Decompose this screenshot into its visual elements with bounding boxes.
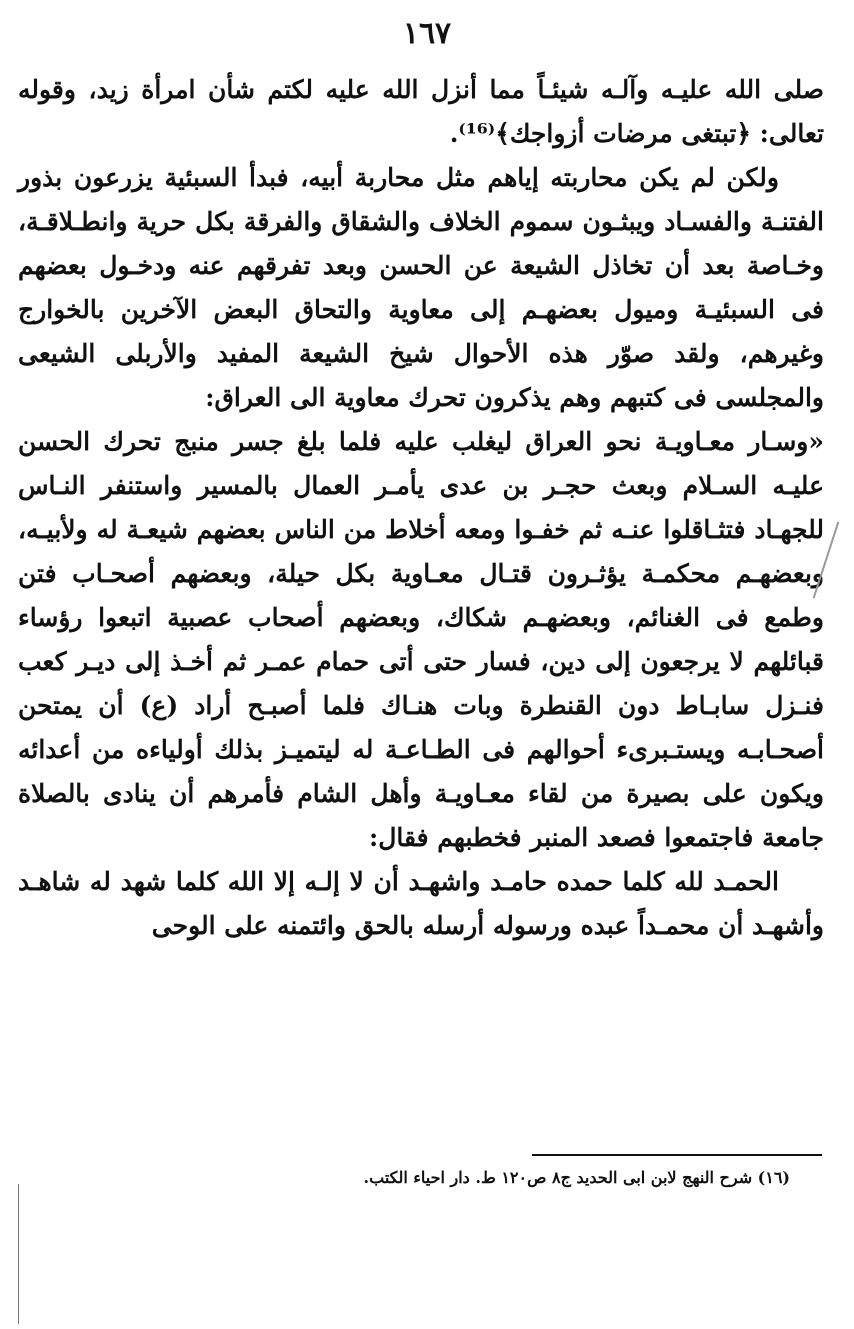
scan-margin-line [18, 1184, 19, 1324]
body-text [18, 68, 824, 948]
page-number: ١٦٧ [402, 16, 452, 51]
paragraph-2: ولكن لم يكن محاربته إياهم مثل محاربة أبيه، فبدأ السبئية يزرعون بذور الفتنـة والفسـاد ويبثـون سموم الخلاف والشقاق والفرقة بكل حرية وانطـلاقـة، وخـاصة بعد أن تخاذل الشيعة عن الحسن وبعد تفرقهم عنه ودخـول بعضهم فى السبئيـة وميول بعضهـم إلى معاوية والتحاق البعض الآخرين بالخوارج وغيرهم، ولقد صوّر هذه الأحوال شيخ الشيعة المفيد والأربلى الشيعى والمجلسى فى كتبهم وهم يذكرون تحرك معاوية الى العراق: [18, 163, 824, 412]
paragraph-3-quote: «وسـار معـاويـة نحو العراق ليغلب عليه فلما بلغ جسر منبج تحرك الحسن عليـه السـلام وبعث حجـر بن عدى يأمـر العمال بالمسير واستنفر النـاس للجهـاد فتثـاقلوا عنـه ثم خفـوا ومعه أخلاط من الناس بعضهم شيعـة له ولأبيـه، وبعضهـم محكمـة يؤثـرون قتـال معـاوية بكل حيلة، وبعضهم أصحـاب فتن وطمع فى الغنائم، وبعضهـم شكاك، وبعضهم أصحاب عصبية اتبعوا رؤساء قبائلهم لا يرجعون إلى دين، فسار حتى أتى حمام عمـر ثم أخـذ إلى ديـر كعب فنـزل سابـاط دون القنطرة وبات هنـاك فلما أصبـح أراد (ع) أن يمتحن أصحـابـه ويستـبرىء أحوالهم فى الطـاعـة له ليتميـز بذلك أولياءه من أعدائه ويكون على بصيرة من لقاء معـاويـة وأهل الشام فأمرهم أن ينادى بالصلاة جامعة فاجتمعوا فصعد المنبر فخطبهم فقال: [18, 427, 824, 852]
paragraph-1: صلى الله عليـه وآلـه شيئـاً مما أنزل الله عليه لكتم شأن امرأة زيد، وقوله تعالى: ﴿تبتغى مرضات أزواجك﴾⁽¹⁶⁾. [18, 75, 824, 148]
footnote-divider [532, 1154, 822, 1156]
footnote: (١٦) شرح النهج لابن ابى الحديد ج٨ ص١٢٠ ط. دار احياء الكتب. [363, 1168, 790, 1187]
paragraph-4: الحمـد لله كلما حمده حامـد واشهـد أن لا إلـه إلا الله كلما شهد له شاهـد وأشهـد أن محمـداً عبده ورسوله أرسله بالحق وائتمنه على الوحى [18, 867, 824, 940]
